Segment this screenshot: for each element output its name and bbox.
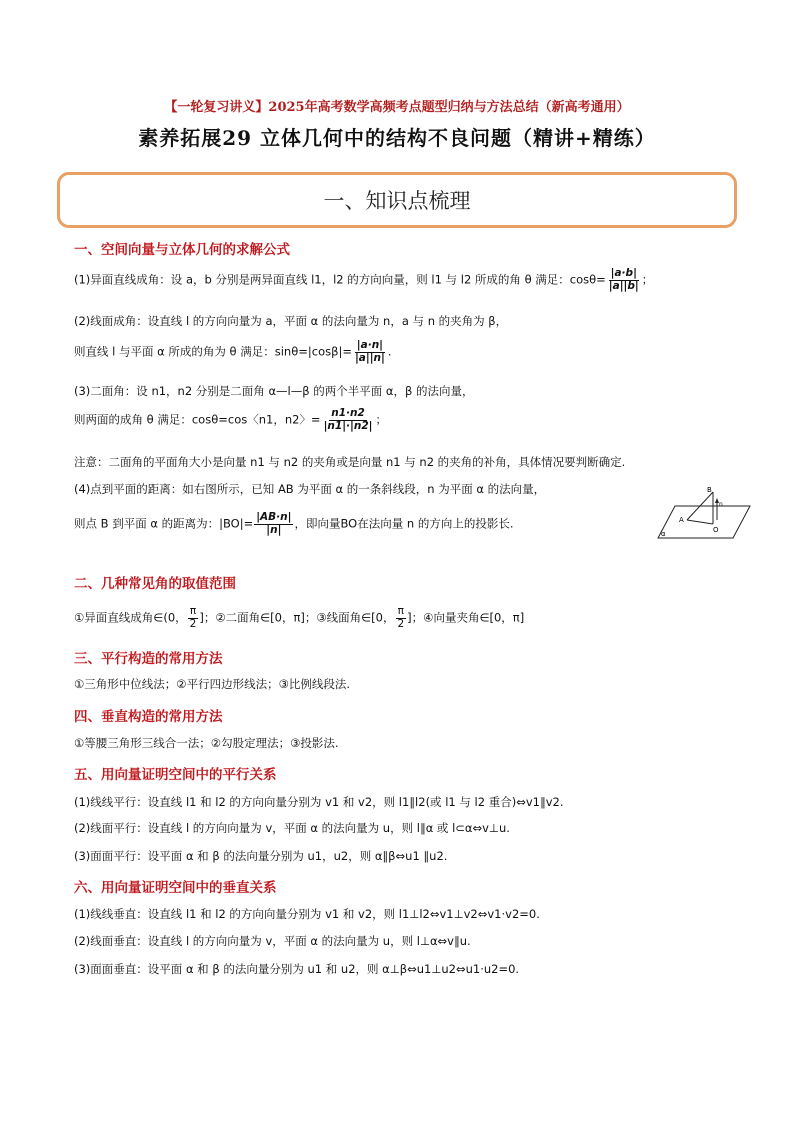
plane-alpha (658, 506, 750, 538)
label-n: n (719, 501, 723, 508)
perp-line-plane: (2)线面垂直：设直线 l 的方向向量为 v，平面 α 的法向量为 u，则 l⊥α⇔v∥u. (74, 934, 471, 948)
fraction-pi-over-2: $\frac{\pi}{2}$ (189, 605, 197, 630)
document-title: 素养拓展29 立体几何中的结构不良问题（精讲+精练） (138, 126, 656, 150)
dihedral-note: 注意：二面角的平面角大小是向量 n1 与 n2 的夹角或是向量 n1 与 n2 的夹角的补角，具体情况要判断确定. (74, 455, 626, 469)
parallel-line-line: (1)线线平行：设直线 l1 和 l2 的方向向量分别为 v1 和 v2，则 l1∥l2(或 l1 与 l2 重合)⇔v1∥v2. (74, 795, 564, 809)
perp-line-line: (1)线线垂直：设直线 l1 和 l2 的方向向量分别为 v1 和 v2，则 l1⊥l2⇔v1⊥v2⇔v1·v2=0. (74, 907, 540, 921)
section-3-heading: 三、平行构造的常用方法 (74, 651, 223, 667)
fraction: $\frac{|a\cdot n|}{|a||n|}$ (354, 339, 385, 364)
knowledge-banner (57, 172, 737, 228)
segment-ao (687, 520, 713, 524)
section-1-heading: 一、空间向量与立体几何的求解公式 (74, 242, 290, 258)
fraction: $\frac{n1\cdot n2}{|n1|\cdot|n2|}$ (323, 407, 373, 432)
label-a: A (679, 516, 684, 524)
section-6-heading: 六、用向量证明空间中的垂直关系 (74, 880, 277, 896)
section-5-heading: 五、用向量证明空间中的平行关系 (74, 767, 277, 783)
series-header: 【一轮复习讲义】2025年高考数学高频考点题型归纳与方法总结（新高考通用） (164, 100, 630, 115)
fraction: $\frac{|a\cdot b|}{|a||b|}$ (608, 267, 639, 292)
formula-text: (1)异面直线成角：设 a，b 分别是两异面直线 l1，l2 的方向向量，则 l1 与 l2 所成的角 θ 满足：cosθ= (74, 272, 606, 287)
perpendicular-methods: ①等腰三角形三线合一法；②勾股定理法；③投影法. (74, 736, 339, 750)
label-b: B (707, 486, 712, 494)
parallel-plane-plane: (3)面面平行：设平面 α 和 β 的法向量分别为 u1，u2，则 α∥β⇔u1 ∥u2. (74, 849, 448, 863)
formula-dihedral: 则两面的成角 θ 满足：cosθ=cos〈n1，n2〉= $\frac{n1\cdot n2}{|n1|\cdot|n2|}$ ； (74, 407, 387, 432)
formula-distance-intro: (4)点到平面的距离：如右图所示，已知 AB 为平面 α 的一条斜线段，n 为平面 α 的法向量， (74, 482, 546, 496)
formula-distance: 则点 B 到平面 α 的距离为：|BO|= $\frac{|AB\cdot n|}{|n|}$ ，即向量BO在法向量 n 的方向上的投影长. (74, 511, 514, 536)
fraction-pi-over-2: $\frac{\pi}{2}$ (397, 605, 405, 630)
perp-plane-plane: (3)面面垂直：设平面 α 和 β 的法向量分别为 u1 和 u2，则 α⊥β⇔u1⊥u2⇔u1·u2=0. (74, 962, 520, 976)
parallel-line-plane: (2)线面平行：设直线 l 的方向向量为 v，平面 α 的法向量为 u，则 l∥α 或 l⊂α⇔v⊥u. (74, 821, 510, 835)
formula-skew-lines: (1)异面直线成角：设 a，b 分别是两异面直线 l1，l2 的方向向量，则 l1 与 l2 所成的角 θ 满足：cosθ= $\frac{|a\cdot b|}{|a||b|}$ ； (74, 267, 654, 292)
formula-dihedral-intro: (3)二面角：设 n1，n2 分别是二面角 α—l—β 的两个半平面 α，β 的法向量， (74, 384, 474, 398)
label-o: O (713, 526, 719, 534)
parallel-methods: ①三角形中位线法；②平行四边形线法；③比例线段法. (74, 677, 351, 691)
plane-distance-figure (655, 484, 753, 544)
banner-label: 一、知识点梳理 (323, 189, 471, 213)
formula-line-plane: 则直线 l 与平面 α 所成的角为 θ 满足：sinθ=|cosβ|= $\frac{|a\cdot n|}{|a||n|}$ . (74, 339, 392, 364)
section-4-heading: 四、垂直构造的常用方法 (74, 709, 223, 725)
angle-ranges: ①异面直线成角∈(0， $\frac{\pi}{2}$ ]；②二面角∈[0，π]；③线面角∈[0， $\frac{\pi}{2}$ ]；④向量夹角∈[0，π] (74, 605, 525, 630)
fraction: $\frac{|AB\cdot n|}{|n|}$ (256, 511, 292, 536)
label-alpha: α (661, 530, 666, 538)
formula-line-plane-intro: (2)线面成角：设直线 l 的方向向量为 a，平面 α 的法向量为 n，a 与 n 的夹角为 β， (74, 314, 508, 328)
section-2-heading: 二、几种常见角的取值范围 (74, 576, 236, 592)
